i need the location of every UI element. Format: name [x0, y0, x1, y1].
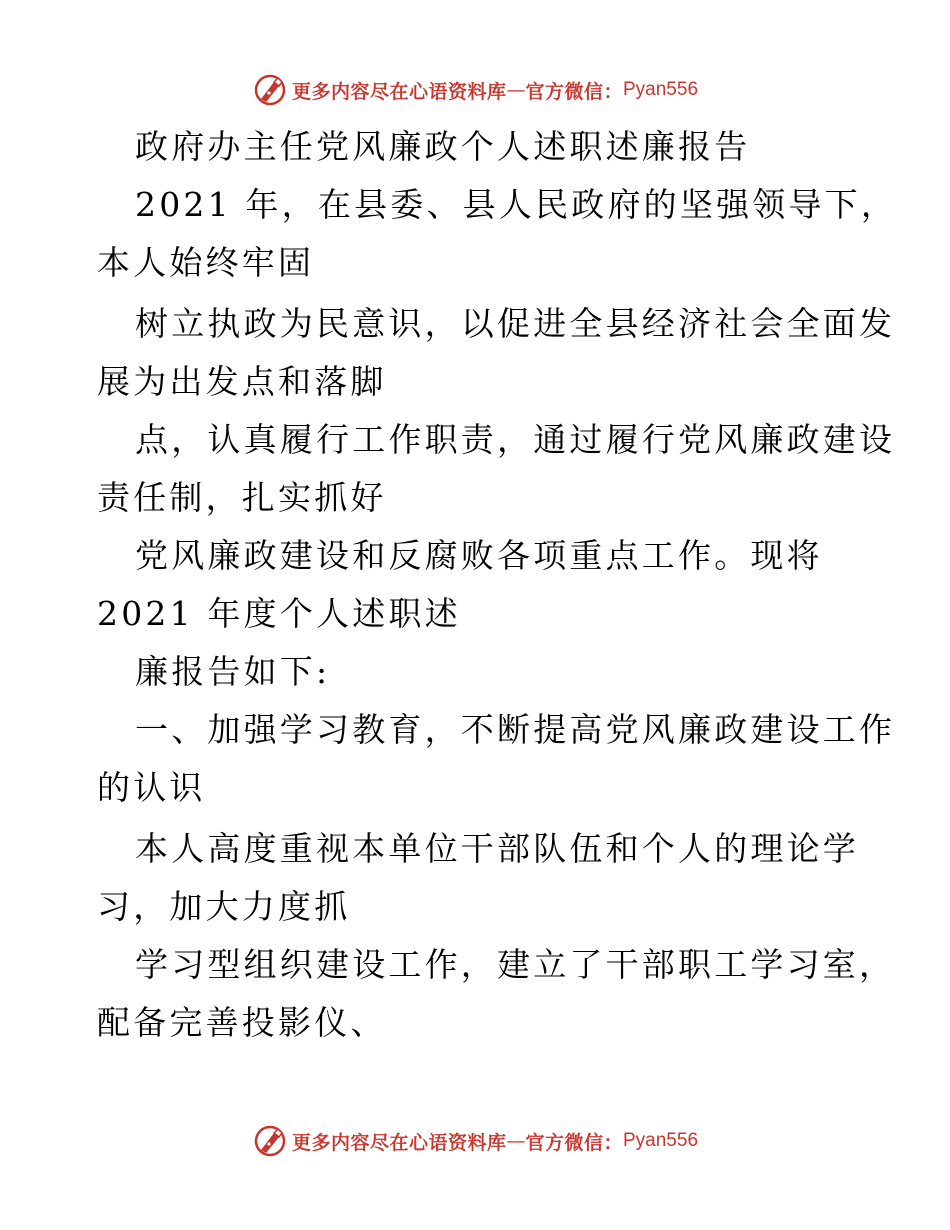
paragraph-line: 本人高度重视本单位干部队伍和个人的理论学	[135, 829, 859, 868]
watermark-wechat-label: 官方微信：	[525, 80, 623, 103]
paragraph-line: 配备完善投影仪、	[97, 1003, 387, 1042]
paragraph-line: 廉报告如下:	[135, 652, 331, 691]
watermark-separator: —	[506, 1130, 526, 1152]
paragraph-line: 习，加大力度抓	[97, 887, 351, 926]
paragraph-line: 点，认真履行工作职责，通过履行党风廉政建设	[135, 420, 896, 459]
watermark-account: Pyan556	[623, 1130, 699, 1151]
footer-watermark	[0, 1121, 950, 1161]
section-heading-continued: 的认识	[97, 768, 206, 807]
document-title: 政府办主任党风廉政个人述职述廉报告	[135, 127, 751, 166]
paragraph-line: 2021 年度个人述职述	[97, 594, 461, 633]
pen-nib-logo-icon	[252, 72, 288, 108]
paragraph-line: 党风廉政建设和反腐败各项重点工作。现将	[135, 536, 823, 575]
paragraph-line: 责任制，扎实抓好	[97, 478, 387, 517]
header-watermark	[0, 70, 950, 110]
section-heading: 一、加强学习教育，不断提高党风廉政建设工作	[135, 710, 896, 749]
watermark-wechat-label: 官方微信：	[525, 1131, 623, 1154]
watermark-text: 更多内容尽在心语资料库	[291, 1131, 507, 1154]
paragraph-line: 学习型组织建设工作，建立了干部职工学习室，	[135, 945, 896, 984]
paragraph-line: 展为出发点和落脚	[97, 362, 387, 401]
paragraph-line: 本人始终牢固	[97, 243, 315, 282]
watermark-separator: —	[506, 79, 526, 101]
watermark-text: 更多内容尽在心语资料库	[291, 80, 507, 103]
watermark-account: Pyan556	[623, 79, 699, 100]
paragraph-line: 树立执政为民意识，以促进全县经济社会全面发	[135, 304, 896, 343]
pen-nib-logo-icon	[252, 1123, 288, 1159]
paragraph-line: 2021 年，在县委、县人民政府的坚强领导下，	[135, 185, 898, 224]
